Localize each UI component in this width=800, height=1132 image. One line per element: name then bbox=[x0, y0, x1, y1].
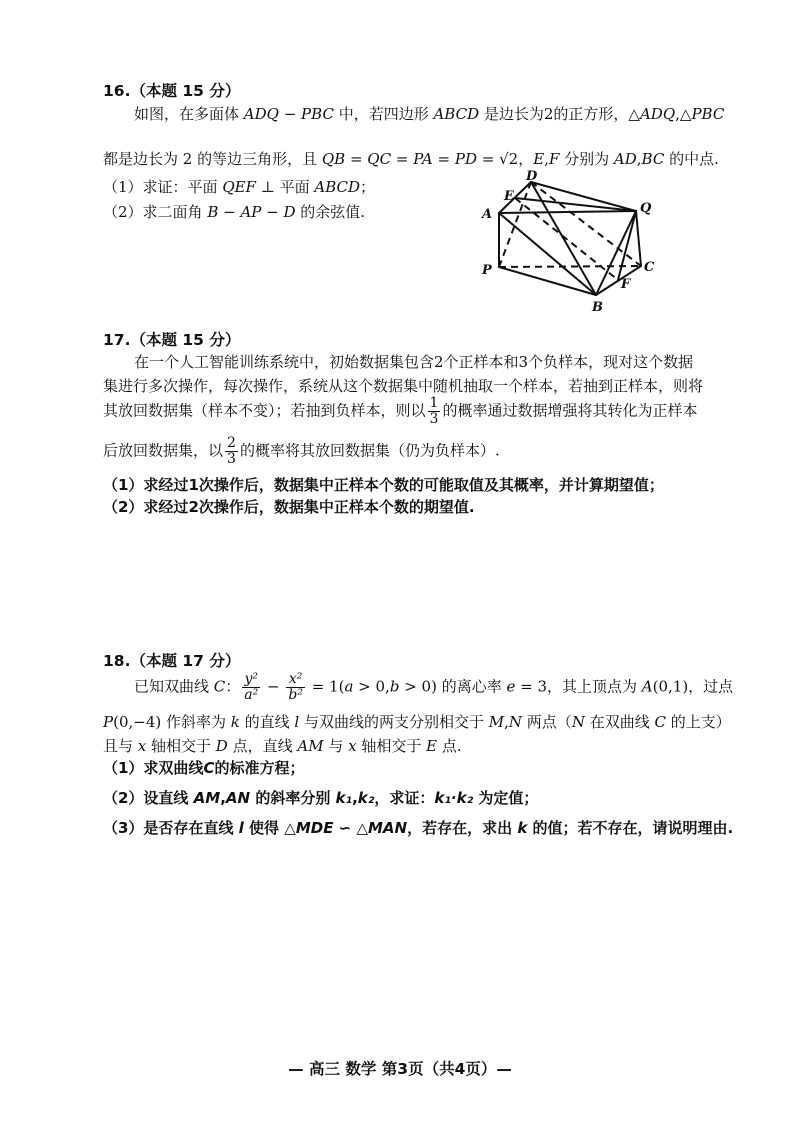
q18-line-2: P(0,−4) 作斜率为 k 的直线 l 与双曲线的两支分别相交于 M,N 两点（N 在双曲线 C 的上支） bbox=[103, 713, 731, 731]
polyhedron-figure bbox=[478, 170, 658, 315]
q17-line-1: 在一个人工智能训练系统中，初始数据集包含2个正样本和3个负样本，现对这个数据 bbox=[134, 353, 694, 371]
q18-heading: 18.（本题 17 分） bbox=[103, 652, 241, 670]
label-C: C bbox=[644, 260, 655, 275]
label-F: F bbox=[621, 277, 631, 292]
page-footer: — 高三 数学 第3页（共4页）— bbox=[288, 1060, 512, 1078]
edge-QC bbox=[636, 211, 641, 266]
edge-AB bbox=[499, 213, 596, 295]
q16-line-2: 都是边长为 2 的等边三角形，且 QB = QC = PA = PD = √2，E,F 分别为 AD,BC 的中点. bbox=[103, 150, 719, 168]
edge-DQ bbox=[531, 182, 636, 211]
label-D: D bbox=[526, 170, 538, 184]
q16-part-1: （1）求证：平面 QEF ⊥ 平面 ABCD； bbox=[103, 178, 376, 196]
q17-line-2: 集进行多次操作，每次操作，系统从这个数据集中随机抽取一个样本，若抽到正样本，则将 bbox=[103, 377, 704, 395]
q16-line-1: 如图，在多面体 ADQ − PBC 中，若四边形 ABCD 是边长为2的正方形，△ADQ,△PBC bbox=[134, 105, 725, 123]
q17-part-2: （2）求经过2次操作后，数据集中正样本个数的期望值. bbox=[103, 498, 475, 516]
label-E: E bbox=[504, 189, 514, 204]
q18-line-1: 已知双曲线 C： $\frac{\text{y²}}{\text{a²}}$ − $\frac{\text{x²}}{\text{b²}}$ = 1(a > 0,b > 0) 的离心率 e = 3，其上顶点为 A(0,1)，过点 bbox=[134, 671, 734, 703]
edge-PC-hidden bbox=[499, 266, 641, 267]
label-B: B bbox=[592, 300, 603, 315]
q16-heading: 16.（本题 15 分） bbox=[103, 82, 241, 100]
q18-line-3: 且与 x 轴相交于 D 点，直线 AM 与 x 轴相交于 E 点. bbox=[103, 737, 462, 755]
edge-EQ bbox=[515, 198, 636, 211]
label-Q: Q bbox=[640, 201, 652, 216]
q17-part-1: （1）求经过1次操作后，数据集中正样本个数的可能取值及其概率，并计算期望值； bbox=[103, 476, 664, 494]
edge-AQ bbox=[499, 211, 636, 213]
q17-heading: 17.（本题 15 分） bbox=[103, 331, 241, 349]
q16-part-2: （2）求二面角 B − AP − D 的余弦值. bbox=[103, 203, 366, 221]
q17-line-3: 其放回数据集（样本不变）；若抽到负样本，则以 $\frac{1}{3}$ 的概率通过数据增强将其转化为正样本 bbox=[103, 395, 698, 427]
q18-part-2: （2）设直线 AM,AN 的斜率分别 k₁,k₂，求证：k₁·k₂ 为定值； bbox=[103, 789, 539, 807]
edge-FQ bbox=[618, 211, 636, 280]
q17-line-4: 后放回数据集，以 $\frac{2}{3}$ 的概率将其放回数据集（仍为负样本）. bbox=[103, 435, 500, 467]
label-A: A bbox=[482, 207, 493, 222]
label-P: P bbox=[482, 263, 492, 278]
q18-part-1: （1）求双曲线C的标准方程； bbox=[103, 759, 305, 777]
q18-part-3: （3）是否存在直线 l 使得 △MDE ∽ △MAN，若存在，求出 k 的值；若不存在，请说明理由. bbox=[103, 819, 734, 837]
